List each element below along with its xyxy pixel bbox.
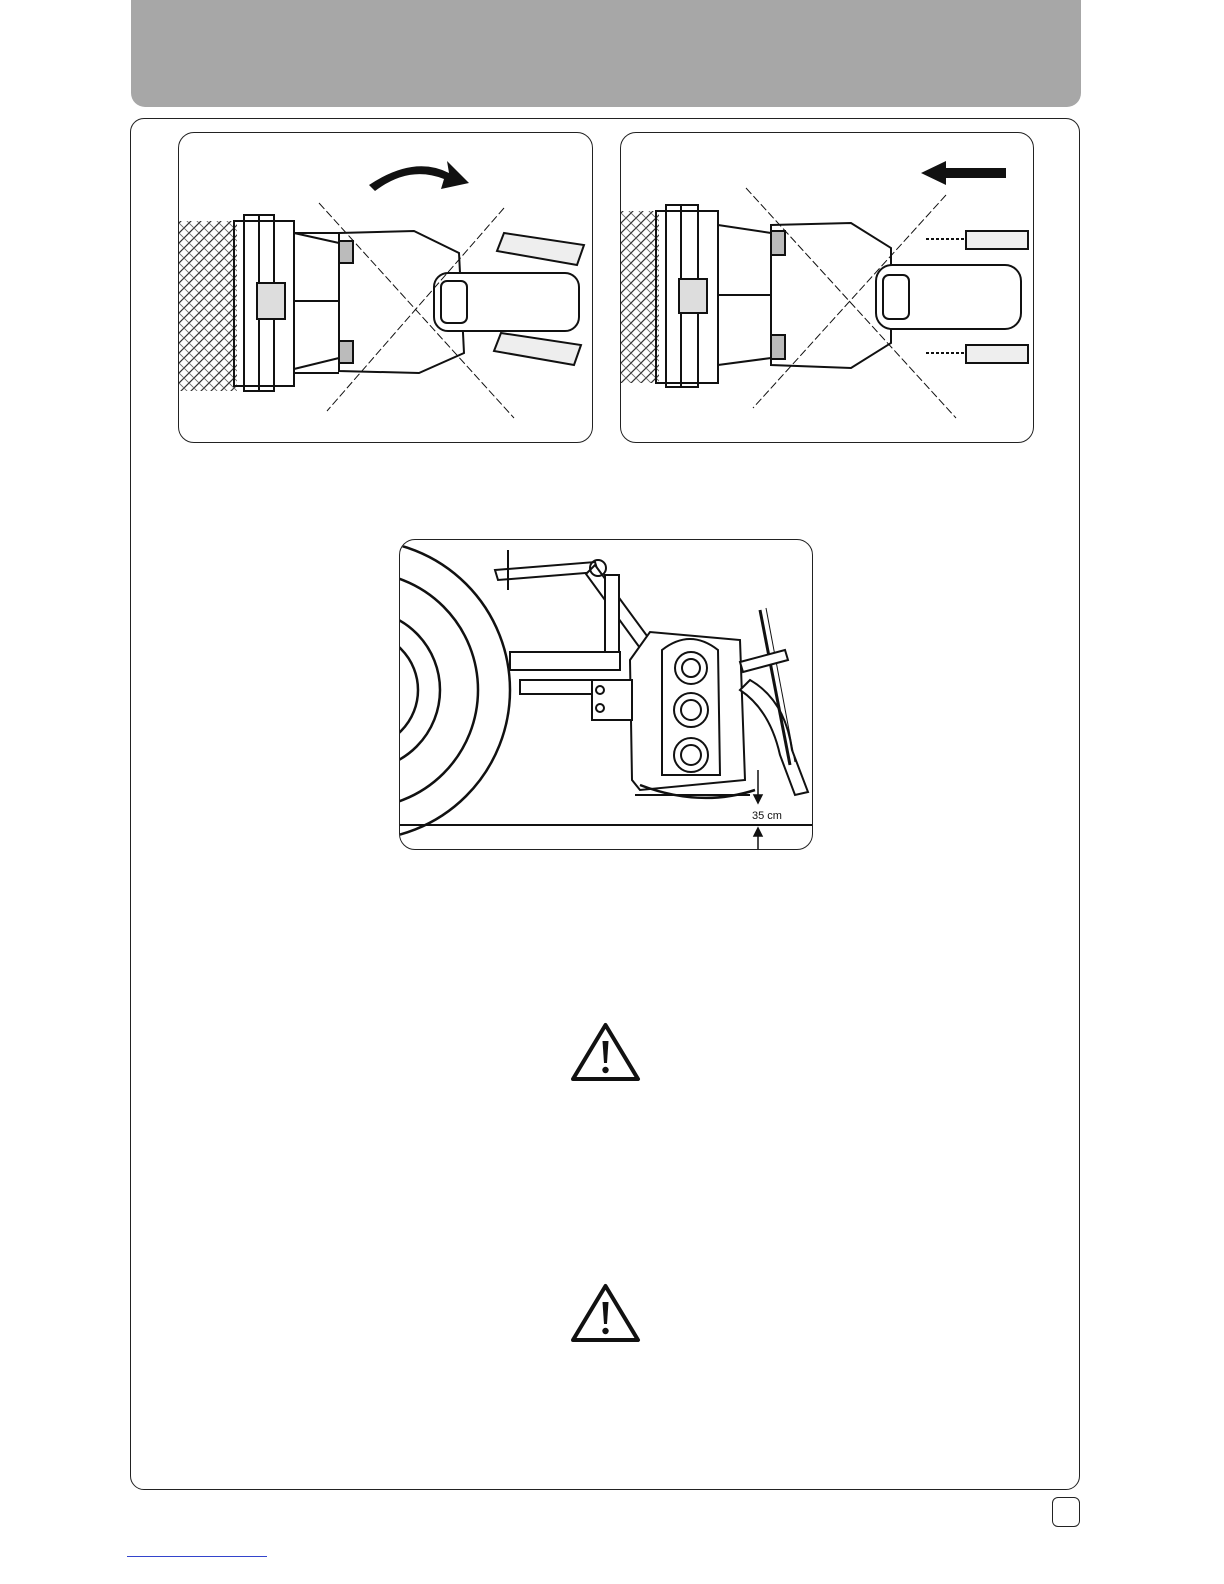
- left-arrow-icon: [921, 161, 1006, 185]
- warning-triangle-icon: [569, 1021, 642, 1083]
- rear-roller-arm: [740, 608, 808, 795]
- hedge-area: [621, 211, 659, 383]
- header-band: [131, 0, 1081, 107]
- mulcher-implement: [656, 205, 776, 387]
- mulcher-implement: [234, 215, 344, 391]
- tractor-wheel: [400, 540, 510, 840]
- clearance-label: 35 cm: [752, 810, 782, 822]
- warning-triangle-icon: [569, 1282, 642, 1344]
- footer-link-underline[interactable]: [127, 1556, 267, 1557]
- figure-top-view-straight: [620, 132, 1034, 443]
- curved-arrow-icon: [369, 161, 469, 191]
- figure-side-view: [399, 539, 813, 850]
- tractor-turning: [339, 231, 584, 373]
- hedge-area: [179, 221, 237, 391]
- three-point-linkage: [495, 550, 650, 694]
- figure-top-view-turning: [178, 132, 593, 443]
- page-number-box: [1052, 1497, 1080, 1527]
